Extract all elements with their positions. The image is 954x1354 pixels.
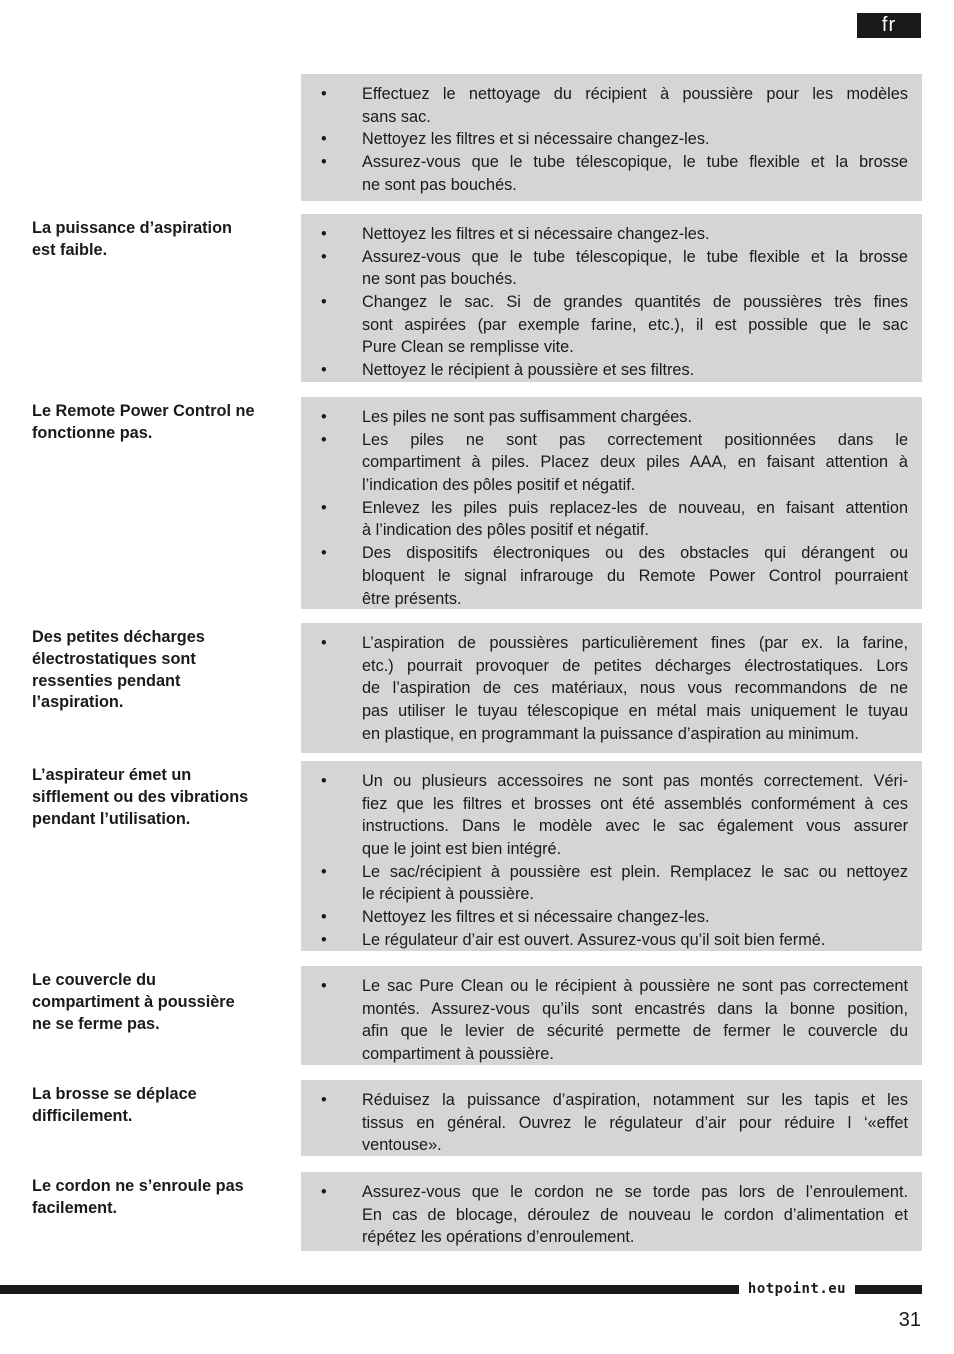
problem-line: compartiment à poussière (32, 992, 235, 1011)
problem-description (32, 1084, 290, 1128)
solution-item (301, 906, 908, 929)
solution-item (301, 151, 908, 196)
solution-line: Assurez-vous que le cordon ne se torde pas lors de l’enroulement. (362, 1183, 908, 1201)
solution-line: Les piles ne sont pas suffisamment chargées. (362, 408, 693, 426)
bullet-icon: • (321, 361, 327, 380)
solution-item (301, 291, 908, 359)
bullet-icon: • (321, 634, 327, 652)
problem-description (32, 970, 290, 1035)
solution-item (301, 861, 908, 906)
bullet-icon: • (321, 772, 327, 790)
solution-line: sont aspirées (par exemple farine, etc.), il est possible que le sac (362, 315, 908, 334)
solution-line: le récipient à poussière. (362, 885, 534, 904)
problem-line: l’aspiration. (32, 693, 124, 712)
solution-item (301, 128, 908, 151)
solution-box (301, 761, 922, 951)
solution-item (301, 770, 908, 861)
solution-line: afin que le levier de sécurité permette de fermer le couvercle du (362, 1022, 908, 1041)
bullet-icon: • (321, 908, 327, 927)
bullet-icon: • (321, 1091, 327, 1109)
solution-line: compartiment à poussière. (362, 1045, 554, 1064)
problem-line: électrostatiques sont (32, 649, 196, 668)
problem-line: pendant l’utilisation. (32, 809, 191, 828)
bullet-icon: • (321, 247, 327, 266)
solution-line: Effectuez le nettoyage du récipient à poussière pour les modèles (362, 85, 908, 103)
bullet-icon: • (321, 1183, 327, 1201)
bullet-icon: • (321, 130, 327, 149)
problem-line: difficilement. (32, 1106, 133, 1125)
bullet-icon: • (321, 544, 327, 563)
bullet-icon: • (321, 408, 327, 426)
solution-line: compartiment à piles. Placez deux piles AAA, en faisant attention à (362, 453, 908, 472)
bullet-icon: • (321, 153, 327, 172)
solution-item (301, 429, 908, 497)
bullet-icon: • (321, 225, 327, 243)
solution-line: bloquent le signal infrarouge du Remote Power Control pourraient (362, 566, 908, 585)
solution-line: ne sont pas bouchés. (362, 270, 517, 289)
solution-item (301, 406, 908, 429)
solution-line: Assurez-vous que le tube télescopique, le tube flexible et la brosse (362, 247, 908, 266)
solution-box (301, 1172, 922, 1251)
solution-line: pas utiliser le tuyau télescopique en métal mais uniquement le tuyau (362, 702, 908, 721)
solution-line: Le régulateur d’air est ouvert. Assurez-vous qu’il soit bien fermé. (362, 930, 826, 949)
problem-line: sifflement ou des vibrations (32, 787, 249, 806)
solution-line: à l’indication des pôles positif et négatif. (362, 521, 649, 540)
problem-line: Le Remote Power Control ne (32, 402, 255, 420)
solution-line: Nettoyez le récipient à poussière et ses filtres. (362, 361, 695, 380)
problem-line: est faible. (32, 240, 108, 259)
solution-box (301, 214, 922, 382)
bullet-icon: • (321, 862, 327, 881)
solution-line: ventouse». (362, 1136, 442, 1155)
page-number: 31 (898, 1309, 921, 1331)
solution-line: Réduisez la puissance d’aspiration, notamment sur les tapis et les (362, 1091, 908, 1109)
solution-line: fiez que les filtres et brosses ont été assemblés conformément à ces (362, 794, 908, 813)
solution-box (301, 1080, 922, 1156)
problem-description (32, 1176, 290, 1220)
solution-line: Changez le sac. Si de grandes quantités de poussières très fines (362, 293, 908, 312)
problem-description (32, 765, 290, 830)
solution-line: Les piles ne sont pas correctement positionnées dans le (362, 430, 908, 449)
problem-line: ne se ferme pas. (32, 1014, 160, 1033)
bullet-icon: • (321, 930, 327, 949)
problem-line: fonctionne pas. (32, 423, 153, 442)
solution-line: Nettoyez les filtres et si nécessaire changez-les. (362, 130, 710, 149)
solution-line: être présents. (362, 589, 462, 608)
solution-line: Le sac Pure Clean ou le récipient à poussière ne sont pas correctement (362, 977, 908, 995)
problem-line: Le couvercle du (32, 971, 156, 989)
solution-line: Assurez-vous que le tube télescopique, le tube flexible et la brosse (362, 153, 908, 172)
solution-line: L’aspiration de poussières particulièrement fines (par ex. la farine, (362, 634, 908, 652)
solution-line: etc.) pourrait provoquer de petites décharges électrostatiques. Lors (362, 656, 908, 675)
solution-line: de l’aspiration de ces matériaux, nous vous recommandons de ne (362, 679, 908, 698)
bullet-icon: • (321, 498, 327, 517)
bullet-icon: • (321, 430, 327, 449)
solution-item (301, 975, 908, 1066)
problem-line: Le cordon ne s’enroule pas (32, 1177, 244, 1195)
bullet-icon: • (321, 977, 327, 995)
problem-line: La brosse se déplace (32, 1085, 197, 1103)
solution-line: tissus en général. Ouvrez le régulateur d’air pour réduire l ‘«effet (362, 1113, 908, 1132)
problem-line: Des petites décharges (32, 628, 205, 646)
solution-item (301, 542, 908, 610)
solution-line: Nettoyez les filtres et si nécessaire changez-les. (362, 225, 710, 243)
problem-line: facilement. (32, 1198, 118, 1217)
solution-box (301, 74, 922, 201)
solution-line: montés. Assurez-vous qu’ils sont encastrés dans la bonne position, (362, 999, 908, 1018)
solution-line: instructions. Dans le modèle avec le sac également vous assurer (362, 817, 908, 836)
solution-line: répétez les opérations d’enroulement. (362, 1228, 635, 1247)
solution-line: Des dispositifs électroniques ou des obstacles qui dérangent ou (362, 544, 908, 563)
solution-item (301, 83, 908, 128)
solution-box (301, 623, 922, 753)
language-tag: fr (857, 13, 921, 38)
problem-description (32, 401, 290, 445)
problem-line: ressenties pendant (32, 671, 181, 690)
solution-box (301, 966, 922, 1065)
solution-line: sans sac. (362, 107, 431, 126)
solution-item (301, 929, 908, 952)
solution-box (301, 397, 922, 609)
solution-line: que le joint est bien intégré. (362, 840, 562, 859)
solution-line: Enlevez les piles puis replacez-les de nouveau, en faisant attention (362, 498, 908, 517)
solution-line: en plastique, en programmant la puissance d’aspiration au minimum. (362, 724, 859, 743)
solution-line: l’indication des pôles positif et négatif. (362, 476, 636, 495)
footer-bar-right (855, 1285, 922, 1294)
solution-item (301, 223, 908, 246)
footer-bar-left (0, 1285, 739, 1294)
brand-url: hotpoint.eu (747, 1281, 847, 1297)
problem-description (32, 218, 290, 262)
solution-line: ne sont pas bouchés. (362, 175, 517, 194)
solution-item (301, 1181, 908, 1249)
solution-line: Pure Clean se remplisse vite. (362, 338, 574, 357)
solution-item (301, 1089, 908, 1157)
solution-line: Nettoyez les filtres et si nécessaire changez-les. (362, 908, 710, 927)
problem-line: La puissance d’aspiration (32, 219, 232, 237)
solution-line: Un ou plusieurs accessoires ne sont pas montés correctement. Véri- (362, 772, 908, 790)
solution-item (301, 359, 908, 382)
solution-line: En cas de blocage, déroulez de nouveau le cordon d’alimentation et (362, 1205, 908, 1224)
solution-item (301, 632, 908, 745)
solution-item (301, 246, 908, 291)
solution-line: Le sac/récipient à poussière est plein. Remplacez le sac ou nettoyez (362, 862, 908, 881)
problem-description (32, 627, 290, 714)
problem-line: L’aspirateur émet un (32, 766, 192, 784)
solution-item (301, 497, 908, 542)
bullet-icon: • (321, 85, 327, 103)
bullet-icon: • (321, 293, 327, 312)
